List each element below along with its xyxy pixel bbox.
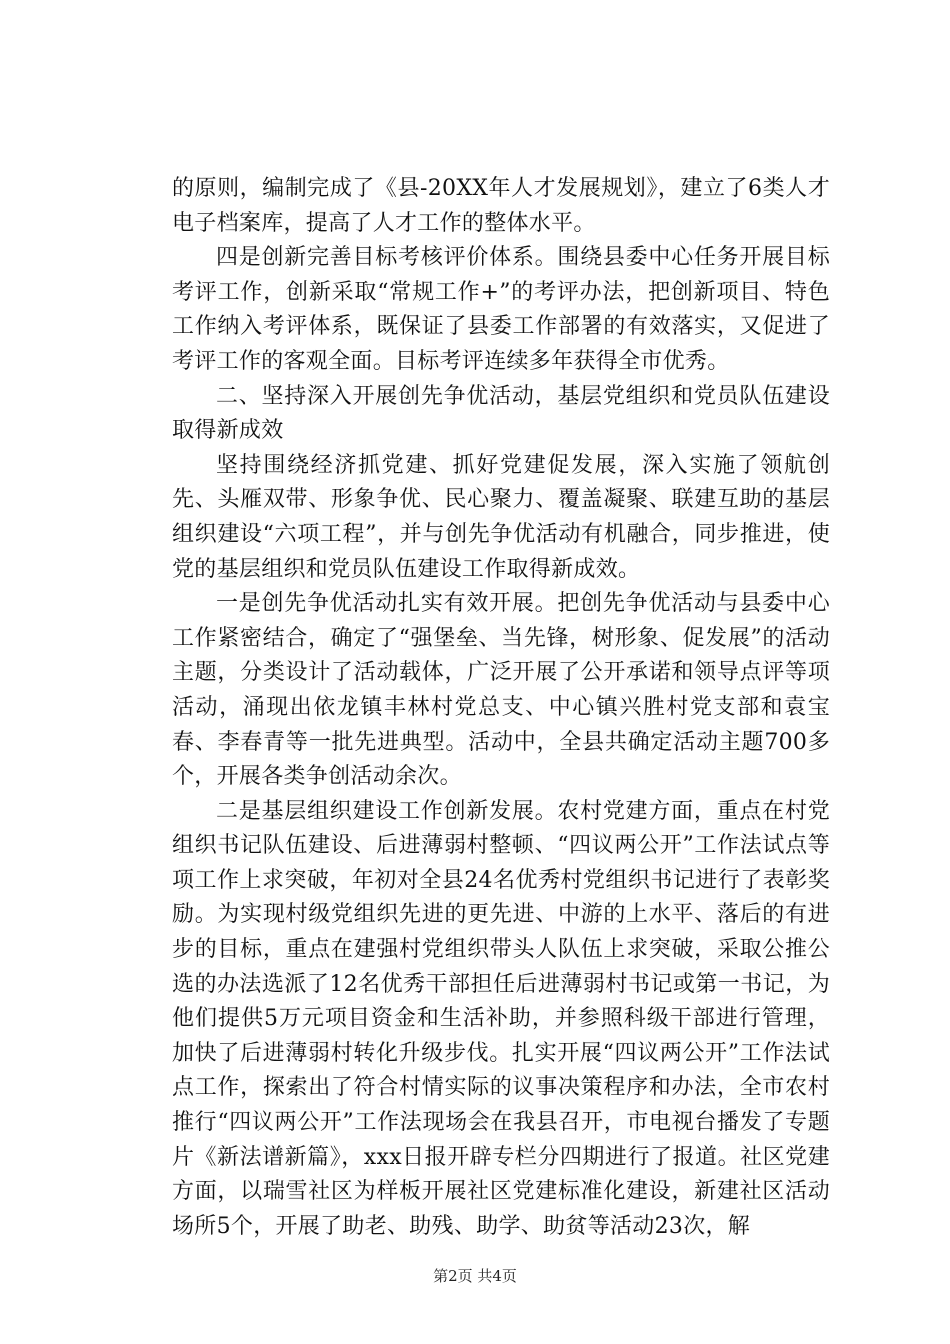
section-heading: 二、坚持深入开展创先争优活动，基层党组织和党员队伍建设取得新成效 (172, 383, 830, 444)
document-body (172, 172, 830, 1244)
paragraph-grassroots: 二是基层组织建设工作创新发展。农村党建方面，重点在村党组织书记队伍建设、后进薄弱村整顿、“四议两公开”工作法试点等项工作上求突破，年初对全县24名优秀村党组织书记进行了表彰奖励。为实现村级党组织先进的更先进、中游的上水平、落后的有进步的目标，重点在建强村党组织带头人队伍上求突破，采取公推公选的办法选派了12名优秀干部担任后进薄弱村书记或第一书记，为他们提供5万元项目资金和生活补助，并参照科级干部进行管理，加快了后进薄弱村转化升级步伐。扎实开展“四议两公开”工作法试点工作，探索出了符合村情实际的议事决策程序和办法，全市农村推行“四议两公开”工作法现场会在我县召开，市电视台播发了专题片《新法谱新篇》，xxx日报开辟专栏分四期进行了报道。社区党建方面，以瑞雪社区为样板开展社区党建标准化建设，新建社区活动场所5个，开展了助老、助残、助学、助贫等活动23次，解 (172, 798, 830, 1239)
paragraph-target-assessment: 四是创新完善目标考核评价体系。围绕县委中心任务开展目标考评工作，创新采取“常规工作+”的考评办法，把创新项目、特色工作纳入考评体系，既保证了县委工作部署的有效落实，又促进了考评工作的客观全面。目标考评连续多年获得全市优秀。 (172, 245, 830, 374)
paragraph-activities: 一是创先争优活动扎实有效开展。把创先争优活动与县委中心工作紧密结合，确定了“强堡垒、当先锋，树形象、促发展”的活动主题，分类设计了活动载体，广泛开展了公开承诺和领导点评等项活动，涌现出依龙镇丰林村党总支、中心镇兴胜村党支部和袁宝春、李春青等一批先进典型。活动中，全县共确定活动主题700多个，开展各类争创活动余次。 (172, 591, 830, 790)
page-number-footer: 第2页 共4页 (433, 1267, 517, 1285)
paragraph-continuation: 的原则，编制完成了《县-20XX年人才发展规划》，建立了6类人才电子档案库，提高了人才工作的整体水平。 (172, 176, 830, 236)
paragraph-six-projects: 坚持围绕经济抓党建、抓好党建促发展，深入实施了领航创先、头雁双带、形象争优、民心聚力、覆盖凝聚、联建互助的基层组织建设“六项工程”，并与创先争优活动有机融合，同步推进，使党的基层组织和党员队伍建设工作取得新成效。 (172, 452, 830, 582)
